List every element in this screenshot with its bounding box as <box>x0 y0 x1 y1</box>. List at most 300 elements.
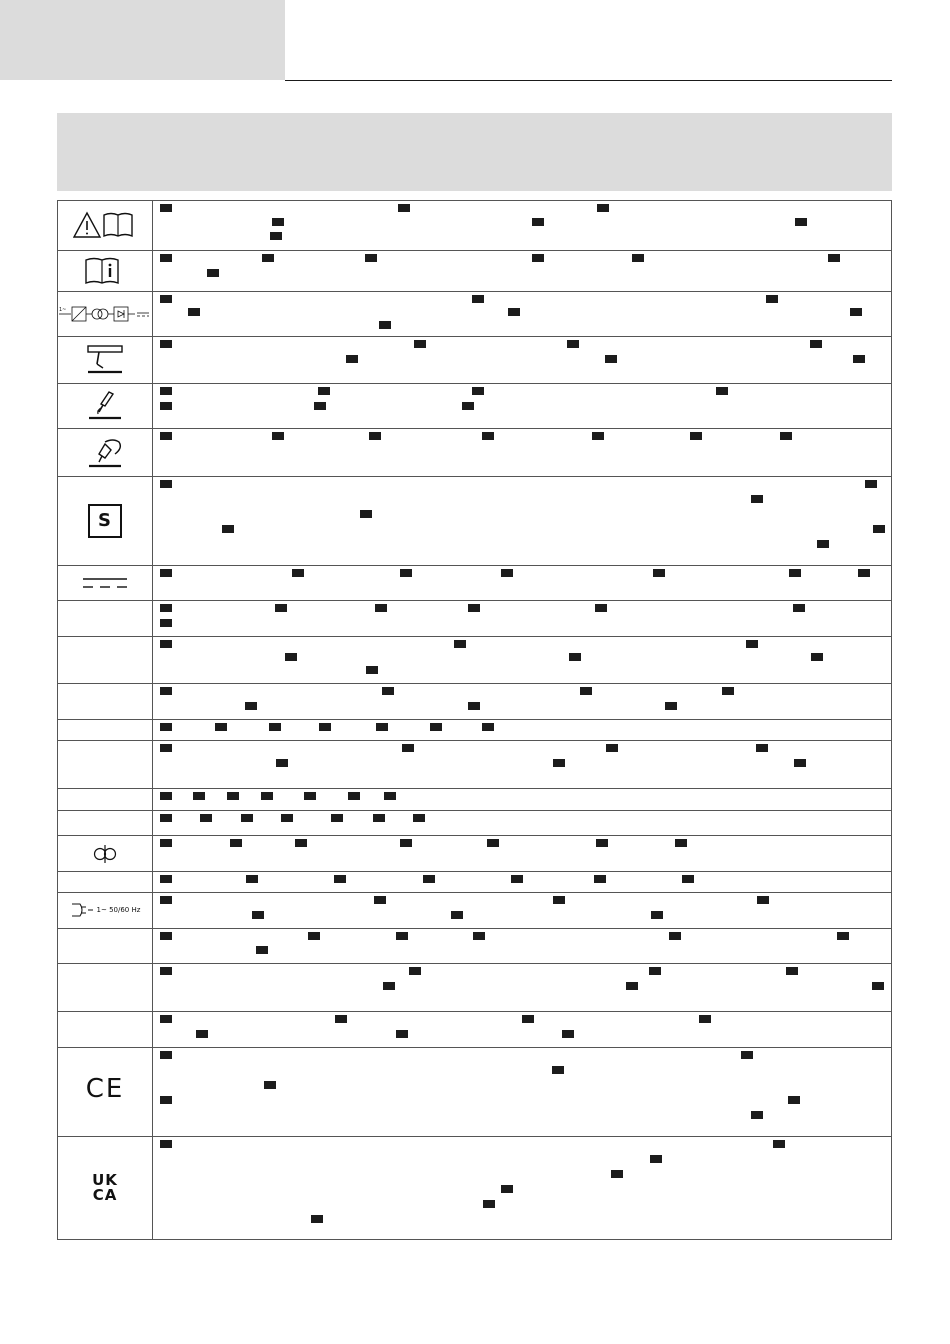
redacted-text-line <box>160 203 885 217</box>
redaction-mark <box>384 792 396 800</box>
tig-torch-icon <box>85 434 125 472</box>
table-row <box>58 872 892 893</box>
description-cell <box>153 1137 892 1240</box>
redacted-text-line <box>160 431 885 446</box>
symbol-cell <box>58 201 153 251</box>
redaction-mark <box>396 932 408 940</box>
symbol-cell <box>58 964 153 1012</box>
symbol-cell <box>58 741 153 789</box>
redaction-mark <box>810 340 822 348</box>
table-row <box>58 964 892 1012</box>
table-row <box>58 684 892 720</box>
header-gray-block <box>0 0 285 80</box>
redaction-mark <box>160 387 172 395</box>
redaction-mark <box>788 1096 800 1104</box>
redaction-mark <box>256 946 268 954</box>
redaction-mark <box>269 723 281 731</box>
redacted-text-line <box>160 910 885 925</box>
redaction-mark <box>632 254 644 262</box>
s-mark-icon <box>88 504 122 538</box>
direct-current-icon <box>81 575 129 591</box>
redaction-mark <box>252 911 264 919</box>
redaction-mark <box>160 896 172 904</box>
table-row <box>58 929 892 964</box>
redacted-text-line <box>160 401 885 416</box>
redaction-mark <box>373 814 385 822</box>
redaction-mark <box>606 744 618 752</box>
redaction-mark <box>379 321 391 329</box>
table-row <box>58 1137 892 1240</box>
redaction-mark <box>246 875 258 883</box>
redaction-mark <box>264 1081 276 1089</box>
redacted-text-line <box>160 539 885 554</box>
redaction-mark <box>651 911 663 919</box>
power-supply-label: 1~ 50/60 Hz <box>96 906 141 915</box>
redacted-text-line <box>160 339 885 354</box>
redaction-mark <box>682 875 694 883</box>
redaction-mark <box>817 540 829 548</box>
description-cell <box>153 964 892 1012</box>
redaction-mark <box>160 480 172 488</box>
redaction-mark <box>786 967 798 975</box>
redaction-mark <box>468 604 480 612</box>
symbol-cell <box>58 429 153 477</box>
redaction-mark <box>374 896 386 904</box>
inverter-diagram-icon <box>59 304 151 324</box>
redacted-text-line <box>160 618 885 633</box>
redacted-text-line <box>160 1014 885 1029</box>
redaction-mark <box>188 308 200 316</box>
redaction-mark <box>865 480 877 488</box>
redaction-mark <box>383 982 395 990</box>
ukca-mark-icon <box>88 1173 122 1203</box>
redacted-text-line <box>160 701 885 716</box>
redaction-mark <box>472 295 484 303</box>
redaction-mark <box>318 387 330 395</box>
symbol-cell <box>58 384 153 429</box>
redaction-mark <box>757 896 769 904</box>
description-cell <box>153 684 892 720</box>
redacted-text-line <box>160 1110 885 1125</box>
description-cell <box>153 566 892 601</box>
table-row <box>58 741 892 789</box>
redaction-mark <box>292 569 304 577</box>
redaction-mark <box>366 666 378 674</box>
redaction-mark <box>780 432 792 440</box>
symbols-table <box>57 200 892 1240</box>
redaction-mark <box>462 402 474 410</box>
redaction-mark <box>382 687 394 695</box>
symbol-cell <box>58 337 153 384</box>
warning-manual-icon <box>73 209 137 243</box>
redacted-text-line <box>160 268 885 283</box>
redacted-text-line <box>160 320 885 333</box>
table-row <box>58 566 892 601</box>
redaction-mark <box>766 295 778 303</box>
redaction-mark <box>160 402 172 410</box>
redacted-text-line <box>160 479 885 494</box>
redaction-mark <box>508 308 520 316</box>
redaction-mark <box>160 604 172 612</box>
redacted-text-line <box>160 1184 885 1199</box>
redaction-mark <box>789 569 801 577</box>
redaction-mark <box>756 744 768 752</box>
redaction-mark <box>160 1051 172 1059</box>
redaction-mark <box>285 653 297 661</box>
ce-mark-icon <box>85 1074 125 1104</box>
redacted-text-line <box>160 758 885 773</box>
redaction-mark <box>532 218 544 226</box>
redaction-mark <box>160 204 172 212</box>
redaction-mark <box>222 525 234 533</box>
redaction-mark <box>160 619 172 627</box>
redaction-mark <box>365 254 377 262</box>
redaction-mark <box>553 759 565 767</box>
redaction-mark <box>160 932 172 940</box>
fuse-icon <box>89 844 121 864</box>
redaction-mark <box>400 839 412 847</box>
redaction-mark <box>160 432 172 440</box>
redaction-mark <box>276 759 288 767</box>
description-cell <box>153 384 892 429</box>
redaction-mark <box>348 792 360 800</box>
redaction-mark <box>482 723 494 731</box>
redaction-mark <box>245 702 257 710</box>
redaction-mark <box>793 604 805 612</box>
redaction-mark <box>699 1015 711 1023</box>
electrode-holder-icon <box>85 388 125 424</box>
redaction-mark <box>669 932 681 940</box>
redaction-mark <box>335 1015 347 1023</box>
redaction-mark <box>160 569 172 577</box>
symbol-cell <box>58 929 153 964</box>
redacted-text-line <box>160 895 885 910</box>
description-cell <box>153 1012 892 1048</box>
table-row <box>58 201 892 251</box>
redaction-mark <box>872 982 884 990</box>
power-plug-icon <box>70 902 141 918</box>
symbol-cell <box>58 789 153 811</box>
redaction-mark <box>653 569 665 577</box>
redaction-mark <box>592 432 604 440</box>
description-cell <box>153 337 892 384</box>
redaction-mark <box>746 640 758 648</box>
redacted-text-line <box>160 931 885 945</box>
redaction-mark <box>811 653 823 661</box>
redaction-mark <box>262 254 274 262</box>
redaction-mark <box>873 525 885 533</box>
redaction-mark <box>360 510 372 518</box>
redaction-mark <box>597 204 609 212</box>
redaction-mark <box>409 967 421 975</box>
mig-torch-icon <box>85 342 125 378</box>
redaction-mark <box>675 839 687 847</box>
redaction-mark <box>160 1015 172 1023</box>
redaction-mark <box>569 653 581 661</box>
redacted-text-line <box>160 1029 885 1044</box>
redacted-text-line <box>160 1065 885 1080</box>
table-row <box>58 836 892 872</box>
redacted-text-line <box>160 568 885 583</box>
redaction-mark <box>346 355 358 363</box>
redaction-mark <box>605 355 617 363</box>
redaction-mark <box>331 814 343 822</box>
redacted-text-line <box>160 354 885 369</box>
description-cell <box>153 251 892 292</box>
ukca-mark-text: UK CA <box>92 1171 118 1204</box>
redaction-mark <box>532 254 544 262</box>
redacted-text-line <box>160 945 885 959</box>
symbol-cell <box>58 720 153 741</box>
table-row <box>58 789 892 811</box>
redacted-text-line <box>160 639 885 652</box>
symbol-cell <box>58 637 153 684</box>
redaction-mark <box>160 814 172 822</box>
redaction-mark <box>483 1200 495 1208</box>
description-cell <box>153 836 892 872</box>
redaction-mark <box>795 218 807 226</box>
description-cell <box>153 429 892 477</box>
description-cell <box>153 637 892 684</box>
description-cell <box>153 789 892 811</box>
redacted-text-line <box>160 524 885 539</box>
table-row <box>58 337 892 384</box>
redaction-mark <box>751 495 763 503</box>
symbol-cell <box>58 893 153 929</box>
redacted-text-line <box>160 874 885 889</box>
description-cell <box>153 720 892 741</box>
table-row <box>58 1012 892 1048</box>
redaction-mark <box>369 432 381 440</box>
redaction-mark <box>304 792 316 800</box>
redacted-text-line <box>160 1050 885 1065</box>
redaction-mark <box>261 792 273 800</box>
redaction-mark <box>522 1015 534 1023</box>
redaction-mark <box>594 875 606 883</box>
redaction-mark <box>837 932 849 940</box>
redacted-text-line <box>160 231 885 245</box>
redacted-text-line <box>160 603 885 618</box>
redaction-mark <box>402 744 414 752</box>
redaction-mark <box>595 604 607 612</box>
redaction-mark <box>501 569 513 577</box>
redaction-mark <box>451 911 463 919</box>
symbol-cell <box>58 872 153 893</box>
table-row <box>58 637 892 684</box>
description-cell <box>153 1048 892 1137</box>
symbol-cell <box>58 251 153 292</box>
redaction-mark <box>501 1185 513 1193</box>
redaction-mark <box>398 204 410 212</box>
redaction-mark <box>160 744 172 752</box>
table-row <box>58 477 892 566</box>
redacted-text-line <box>160 966 885 981</box>
redaction-mark <box>241 814 253 822</box>
redacted-text-line <box>160 307 885 320</box>
redacted-text-line <box>160 665 885 678</box>
redaction-mark <box>567 340 579 348</box>
table-row <box>58 429 892 477</box>
redaction-mark <box>375 604 387 612</box>
redaction-mark <box>487 839 499 847</box>
redaction-mark <box>270 232 282 240</box>
redaction-mark <box>160 295 172 303</box>
redacted-text-line <box>160 494 885 509</box>
redaction-mark <box>482 432 494 440</box>
redaction-mark <box>160 967 172 975</box>
redaction-mark <box>272 218 284 226</box>
redaction-mark <box>414 340 426 348</box>
redaction-mark <box>227 792 239 800</box>
redacted-text-line <box>160 1095 885 1110</box>
redaction-mark <box>160 875 172 883</box>
redacted-text-line <box>160 1214 885 1229</box>
symbol-cell <box>58 292 153 337</box>
redaction-mark <box>741 1051 753 1059</box>
description-cell <box>153 201 892 251</box>
redaction-mark <box>314 402 326 410</box>
redaction-mark <box>626 982 638 990</box>
redaction-mark <box>511 875 523 883</box>
s-mark-text: S <box>98 510 112 531</box>
description-cell <box>153 601 892 637</box>
redaction-mark <box>794 759 806 767</box>
redacted-text-line <box>160 1169 885 1184</box>
redaction-mark <box>230 839 242 847</box>
redaction-mark <box>611 1170 623 1178</box>
redaction-mark <box>272 432 284 440</box>
symbol-cell <box>58 1012 153 1048</box>
redacted-text-line <box>160 838 885 853</box>
description-cell <box>153 477 892 566</box>
table-row <box>58 292 892 337</box>
redaction-mark <box>468 702 480 710</box>
description-cell <box>153 929 892 964</box>
symbol-cell <box>58 684 153 720</box>
redaction-mark <box>308 932 320 940</box>
redaction-mark <box>160 340 172 348</box>
redacted-text-line <box>160 791 885 806</box>
redaction-mark <box>376 723 388 731</box>
redaction-mark <box>160 254 172 262</box>
redaction-mark <box>828 254 840 262</box>
description-cell <box>153 741 892 789</box>
redaction-mark <box>650 1155 662 1163</box>
redaction-mark <box>596 839 608 847</box>
redacted-text-line <box>160 686 885 701</box>
redaction-mark <box>334 875 346 883</box>
redaction-mark <box>160 792 172 800</box>
redaction-mark <box>160 687 172 695</box>
redaction-mark <box>553 896 565 904</box>
description-cell <box>153 893 892 929</box>
redaction-mark <box>430 723 442 731</box>
table-row <box>58 811 892 836</box>
redacted-text-line <box>160 652 885 665</box>
redacted-text-line <box>160 1199 885 1214</box>
redaction-mark <box>319 723 331 731</box>
redaction-mark <box>275 604 287 612</box>
redaction-mark <box>472 387 484 395</box>
redaction-mark <box>193 792 205 800</box>
svg-text:1~: 1~ <box>59 307 67 313</box>
table-row <box>58 384 892 429</box>
section-title-band <box>57 113 892 191</box>
table-row <box>58 720 892 741</box>
redacted-text-line <box>160 253 885 268</box>
header-rule <box>285 80 892 81</box>
redaction-mark <box>649 967 661 975</box>
symbol-cell <box>58 477 153 566</box>
symbol-cell <box>58 601 153 637</box>
redacted-text-line <box>160 1154 885 1169</box>
description-cell <box>153 811 892 836</box>
redaction-mark <box>580 687 592 695</box>
redacted-text-line <box>160 981 885 996</box>
redacted-text-line <box>160 294 885 307</box>
redaction-mark <box>281 814 293 822</box>
symbol-cell <box>58 1137 153 1240</box>
redaction-mark <box>853 355 865 363</box>
redaction-mark <box>423 875 435 883</box>
description-cell <box>153 292 892 337</box>
redaction-mark <box>215 723 227 731</box>
redacted-text-line <box>160 1080 885 1095</box>
redaction-mark <box>196 1030 208 1038</box>
redaction-mark <box>160 640 172 648</box>
redacted-text-line <box>160 1139 885 1154</box>
symbol-cell <box>58 836 153 872</box>
redaction-mark <box>552 1066 564 1074</box>
redaction-mark <box>207 269 219 277</box>
symbol-cell <box>58 566 153 601</box>
redacted-text-line <box>160 386 885 401</box>
redaction-mark <box>160 1096 172 1104</box>
table-row <box>58 251 892 292</box>
redaction-mark <box>850 308 862 316</box>
ce-mark-text: CE <box>85 1074 125 1104</box>
redaction-mark <box>665 702 677 710</box>
redaction-mark <box>454 640 466 648</box>
redaction-mark <box>160 1140 172 1148</box>
manual-info-icon <box>80 254 130 288</box>
redaction-mark <box>773 1140 785 1148</box>
redaction-mark <box>160 723 172 731</box>
redaction-mark <box>413 814 425 822</box>
table-row <box>58 893 892 929</box>
symbol-cell <box>58 1048 153 1137</box>
table-row <box>58 601 892 637</box>
redaction-mark <box>716 387 728 395</box>
table-row <box>58 1048 892 1137</box>
redacted-text-line <box>160 813 885 828</box>
redaction-mark <box>473 932 485 940</box>
redaction-mark <box>200 814 212 822</box>
redaction-mark <box>690 432 702 440</box>
redaction-mark <box>396 1030 408 1038</box>
redaction-mark <box>311 1215 323 1223</box>
redaction-mark <box>722 687 734 695</box>
redaction-mark <box>160 839 172 847</box>
redaction-mark <box>858 569 870 577</box>
redaction-mark <box>400 569 412 577</box>
redacted-text-line <box>160 743 885 758</box>
redacted-text-line <box>160 509 885 524</box>
redaction-mark <box>751 1111 763 1119</box>
symbol-cell <box>58 811 153 836</box>
redacted-text-line <box>160 217 885 231</box>
redacted-text-line <box>160 722 885 737</box>
